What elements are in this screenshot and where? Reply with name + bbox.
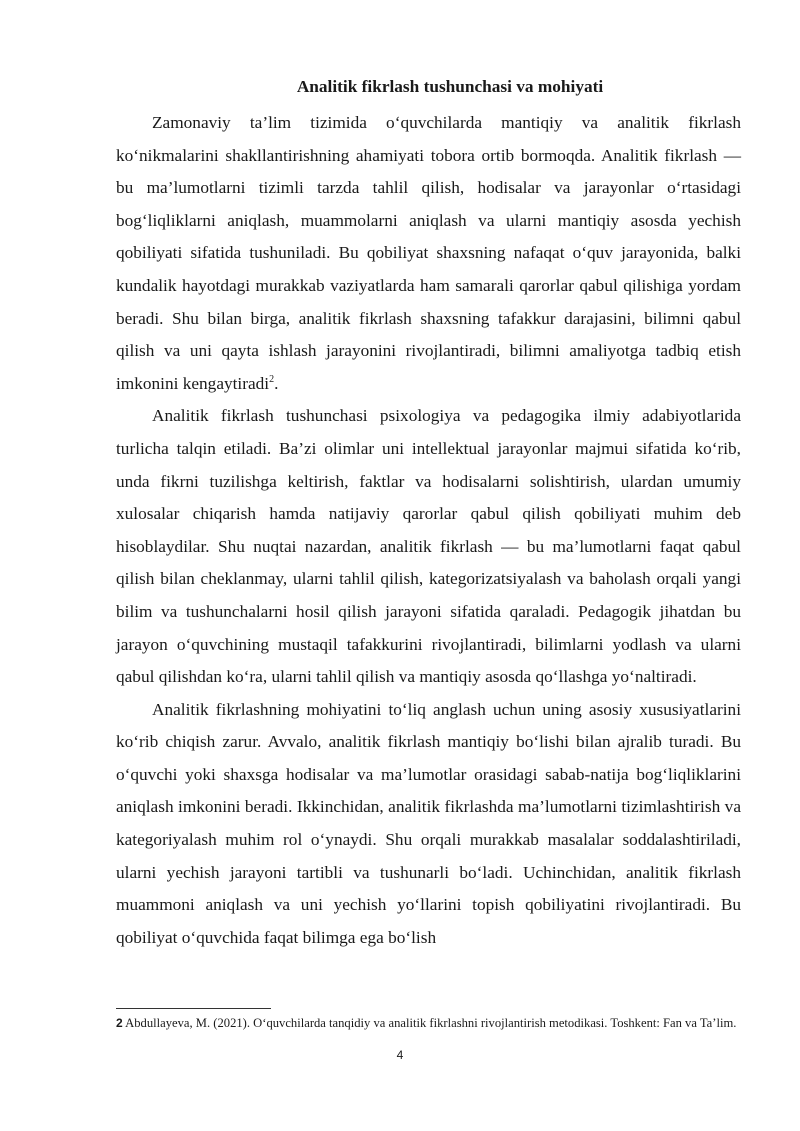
paragraph-1-end: . bbox=[274, 373, 279, 393]
body-text bbox=[116, 107, 741, 954]
paragraph-2 bbox=[116, 400, 741, 693]
paragraph-3-text: Analitik fikrlashning mohiyatini to‘liq anglash uchun uning asosiy xususiyatlarini ko‘rib chiqish zarur. Avvalo, analitik fikrlash mantiqiy bo‘lishi bilan ajralib turadi. Bu o‘quvchi yoki shaxsga hodisalar va ma’lumotlar orasidagi sabab-natija bog‘liqliklarini aniqlash imkonini beradi. Ikkinchidan, analitik fikrlashda ma’lumotlarni tizimlashtirish va kategoriyalash muhim rol o‘ynaydi. Shu orqali murakkab masalalar soddalashtiriladi, ularni yechish jarayoni tartibli va tushunarli bo‘ladi. Uchinchidan, analitik fikrlash muammoni aniqlash va uni yechish yo‘llarini topish qobiliyatini rivojlantiradi. Bu qobiliyat o‘quvchida faqat bilimga ega bo‘lish bbox=[116, 699, 741, 947]
footnote bbox=[116, 1015, 741, 1031]
paragraph-1-text: Zamonaviy ta’lim tizimida o‘quvchilarda mantiqiy va analitik fikrlash ko‘nikmalarini shakllantirishning ahamiyati tobora ortib bormoqda. Analitik fikrlash — bu ma’lumotlarni tizimli tarzda tahlil qilish, hodisalar va jarayonlar o‘rtasidagi bog‘liqliklarni aniqlash, muammolarni aniqlash va ularni mantiqiy asosda yechish qobiliyati sifatida tushuniladi. Bu qobiliyat shaxsning nafaqat o‘quv jarayonida, balki kundalik hayotdagi murakkab vaziyatlarda ham samarali qarorlar qabul qilishiga yordam beradi. Shu bilan birga, analitik fikrlash shaxsning tafakkur darajasini, bilimni qabul qilish va uni qayta ishlash jarayonini rivojlantiradi, bilimni amaliyotga tadbiq etish imkonini kengaytiradi bbox=[116, 113, 741, 393]
paragraph-2-text: Analitik fikrlash tushunchasi psixologiya va pedagogika ilmiy adabiyotlarida turlicha talqin etiladi. Ba’zi olimlar uni intellektual jarayonlar majmui sifatida ko‘rib, unda fikrni tuzilishga keltirish, faktlar va hodisalarni solishtirish, ulardan umumiy xulosalar chiqarish hamda natijaviy qarorlar qabul qilish qobiliyati muhim deb hisoblaydilar. Shu nuqtai nazardan, analitik fikrlash — bu ma’lumotlarni faqat qabul qilish bilan cheklanmay, ularni tahlil qilish, kategorizatsiyalash va baholash orqali yangi bilim va tushunchalarni hosil qilish jarayoni sifatida qaraladi. Pedagogik jihatdan bu jarayon o‘quvchining mustaqil tafakkurini rivojlantiradi, bilimlarni yodlash va ularni qabul qilishdan ko‘ra, ularni tahlil qilish va mantiqiy asosda qo‘llashga yo‘naltiradi. bbox=[116, 406, 741, 687]
footnote-number: 2 bbox=[116, 1016, 123, 1030]
footnote-text: Abdullayeva, M. (2021). O‘quvchilarda tanqidiy va analitik fikrlashni rivojlantirish metodikasi. Toshkent: Fan va Ta’lim. bbox=[125, 1016, 737, 1030]
footnote-separator bbox=[116, 1008, 271, 1009]
paragraph-1 bbox=[116, 107, 741, 400]
page-number: 4 bbox=[396, 1048, 404, 1062]
section-title: Analitik fikrlash tushunchasi va mohiyati bbox=[296, 77, 604, 96]
paragraph-3 bbox=[116, 694, 741, 955]
footnote-reference[interactable]: 2 bbox=[269, 373, 275, 385]
